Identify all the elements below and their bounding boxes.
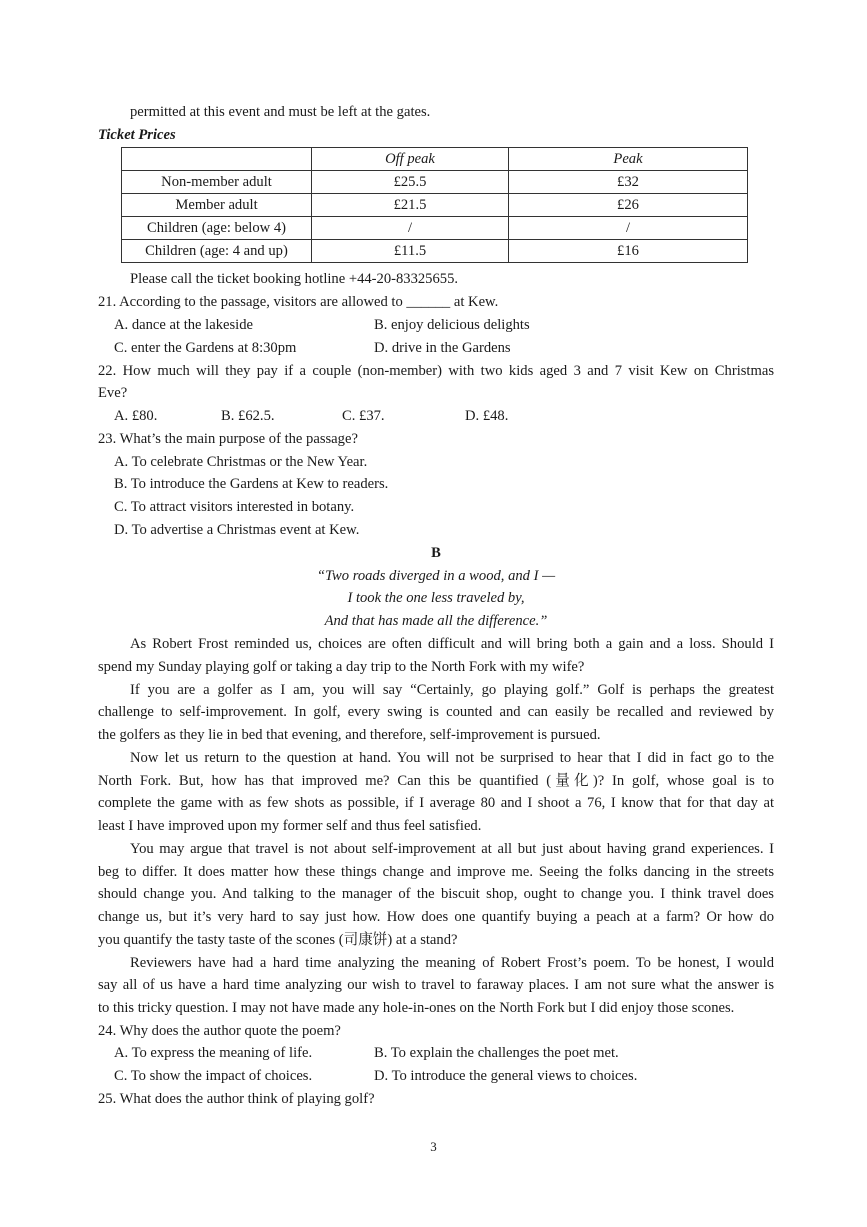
table-header-row <box>122 148 748 171</box>
ticket-price-table <box>121 147 748 263</box>
table-header-cell <box>122 148 312 171</box>
q23-option-d: D. To advertise a Christmas event at Kew. <box>114 522 360 538</box>
q24-option-c: C. To show the impact of choices. <box>114 1068 313 1084</box>
paragraph-4-line: beg to differ. It does matter how these things change and improve me. Seeing the folks dancing in the streets <box>98 864 774 880</box>
page-number: 3 <box>430 1139 437 1154</box>
q23-option-a: A. To celebrate Christmas or the New Year. <box>114 454 368 470</box>
table-row <box>122 171 748 194</box>
hotline-text: Please call the ticket booking hotline +44-20-83325655. <box>130 271 459 287</box>
q22-option-d: D. £48. <box>465 408 509 424</box>
paragraph-2-line: challenge to self-improvement. In golf, every swing is counted and can easily be recalled and reviewed by <box>98 704 774 720</box>
table-header-peak: Peak <box>509 148 748 171</box>
paragraph-3-line: least I have improved upon my former self and thus feel satisfied. <box>98 818 482 834</box>
paragraph-1-line: spend my Sunday playing golf or taking a day trip to the North Fork with my wife? <box>98 659 585 675</box>
paragraph-5-line: say all of us have a hard time analyzing our wish to travel to faraway places. I am not sure what the answer is <box>98 977 774 993</box>
question-22-stem-cont: Eve? <box>98 385 128 401</box>
question-25-stem: 25. What does the author think of playing golf? <box>98 1091 375 1107</box>
question-24-stem: 24. Why does the author quote the poem? <box>98 1023 341 1039</box>
q22-option-b: B. £62.5. <box>221 408 275 424</box>
paragraph-1-line: As Robert Frost reminded us, choices are often difficult and will bring both a gain and a loss. Should I <box>130 636 774 652</box>
paragraph-5-line: to this tricky question. I may not have made any hole-in-ones on the North Fork but I did enjoy those scones. <box>98 1000 735 1016</box>
table-row <box>122 240 748 263</box>
table-cell: / <box>312 217 509 240</box>
table-row <box>122 194 748 217</box>
q23-option-c: C. To attract visitors interested in botany. <box>114 499 355 515</box>
table-cell: £11.5 <box>312 240 509 263</box>
paragraph-4-line: You may argue that travel is not about self-improvement at all but just about having grand experiences. I <box>130 841 774 857</box>
q22-option-c: C. £37. <box>342 408 385 424</box>
paragraph-3-line: North Fork. But, how has that improved me? Can this be quantified (量化)? In golf, whose goal is to <box>98 773 774 789</box>
poem-line-1: “Two roads diverged in a wood, and I — <box>316 568 556 584</box>
table-cell: £32 <box>509 171 748 194</box>
q21-option-b: B. enjoy delicious delights <box>374 317 530 333</box>
ticket-prices-heading: Ticket Prices <box>98 127 176 143</box>
table-cell: £21.5 <box>312 194 509 217</box>
table-cell: £25.5 <box>312 171 509 194</box>
poem-line-3: And that has made all the difference.” <box>324 613 548 629</box>
q21-option-d: D. drive in the Gardens <box>374 340 511 356</box>
q22-option-a: A. £80. <box>114 408 158 424</box>
paragraph-4-line: change us, but it’s very hard to say just how. How does one quantify buying a peach at a farm? Or how do <box>98 909 774 925</box>
table-row <box>122 217 748 240</box>
q24-option-b: B. To explain the challenges the poet met. <box>374 1045 619 1061</box>
question-23-stem: 23. What’s the main purpose of the passage? <box>98 431 358 447</box>
top-line: permitted at this event and must be left at the gates. <box>130 104 431 120</box>
q24-option-d: D. To introduce the general views to choices. <box>374 1068 638 1084</box>
question-22-stem: 22. How much will they pay if a couple (non-member) with two kids aged 3 and 7 visit Kew on Christmas <box>98 363 774 379</box>
table-cell: £26 <box>509 194 748 217</box>
table-header-off-peak: Off peak <box>312 148 509 171</box>
table-cell: Children (age: below 4) <box>122 217 312 240</box>
paragraph-4-line: should change you. And talking to the manager of the biscuit shop, ought to change you. I think travel does <box>98 886 774 902</box>
table-cell: / <box>509 217 748 240</box>
q21-option-c: C. enter the Gardens at 8:30pm <box>114 340 297 356</box>
q24-option-a: A. To express the meaning of life. <box>114 1045 313 1061</box>
paragraph-2-line: the golfers as they lie in bed that evening, and therefore, self-improvement is pursued. <box>98 727 601 743</box>
paragraph-4-line: you quantify the tasty taste of the scones (司康饼) at a stand? <box>98 932 458 948</box>
question-21-stem: 21. According to the passage, visitors are allowed to ______ at Kew. <box>98 294 499 310</box>
table-cell: £16 <box>509 240 748 263</box>
paragraph-2-line: If you are a golfer as I am, you will say “Certainly, go playing golf.” Golf is perhaps the greatest <box>130 682 774 698</box>
section-b-title: B <box>431 545 441 561</box>
q21-option-a: A. dance at the lakeside <box>114 317 253 333</box>
paragraph-5-line: Reviewers have had a hard time analyzing the meaning of Robert Frost’s poem. To be honest, I would <box>130 955 774 971</box>
q23-option-b: B. To introduce the Gardens at Kew to readers. <box>114 476 389 492</box>
poem-line-2: I took the one less traveled by, <box>347 590 525 606</box>
paragraph-3-line: complete the game with as few shots as possible, if I average 80 and I shoot a 76, I know that for that day at <box>98 795 774 811</box>
table-cell: Non-member adult <box>122 171 312 194</box>
table-cell: Children (age: 4 and up) <box>122 240 312 263</box>
table-cell: Member adult <box>122 194 312 217</box>
paragraph-3-line: Now let us return to the question at hand. You will not be surprised to hear that I did in fact go to the <box>130 750 774 766</box>
